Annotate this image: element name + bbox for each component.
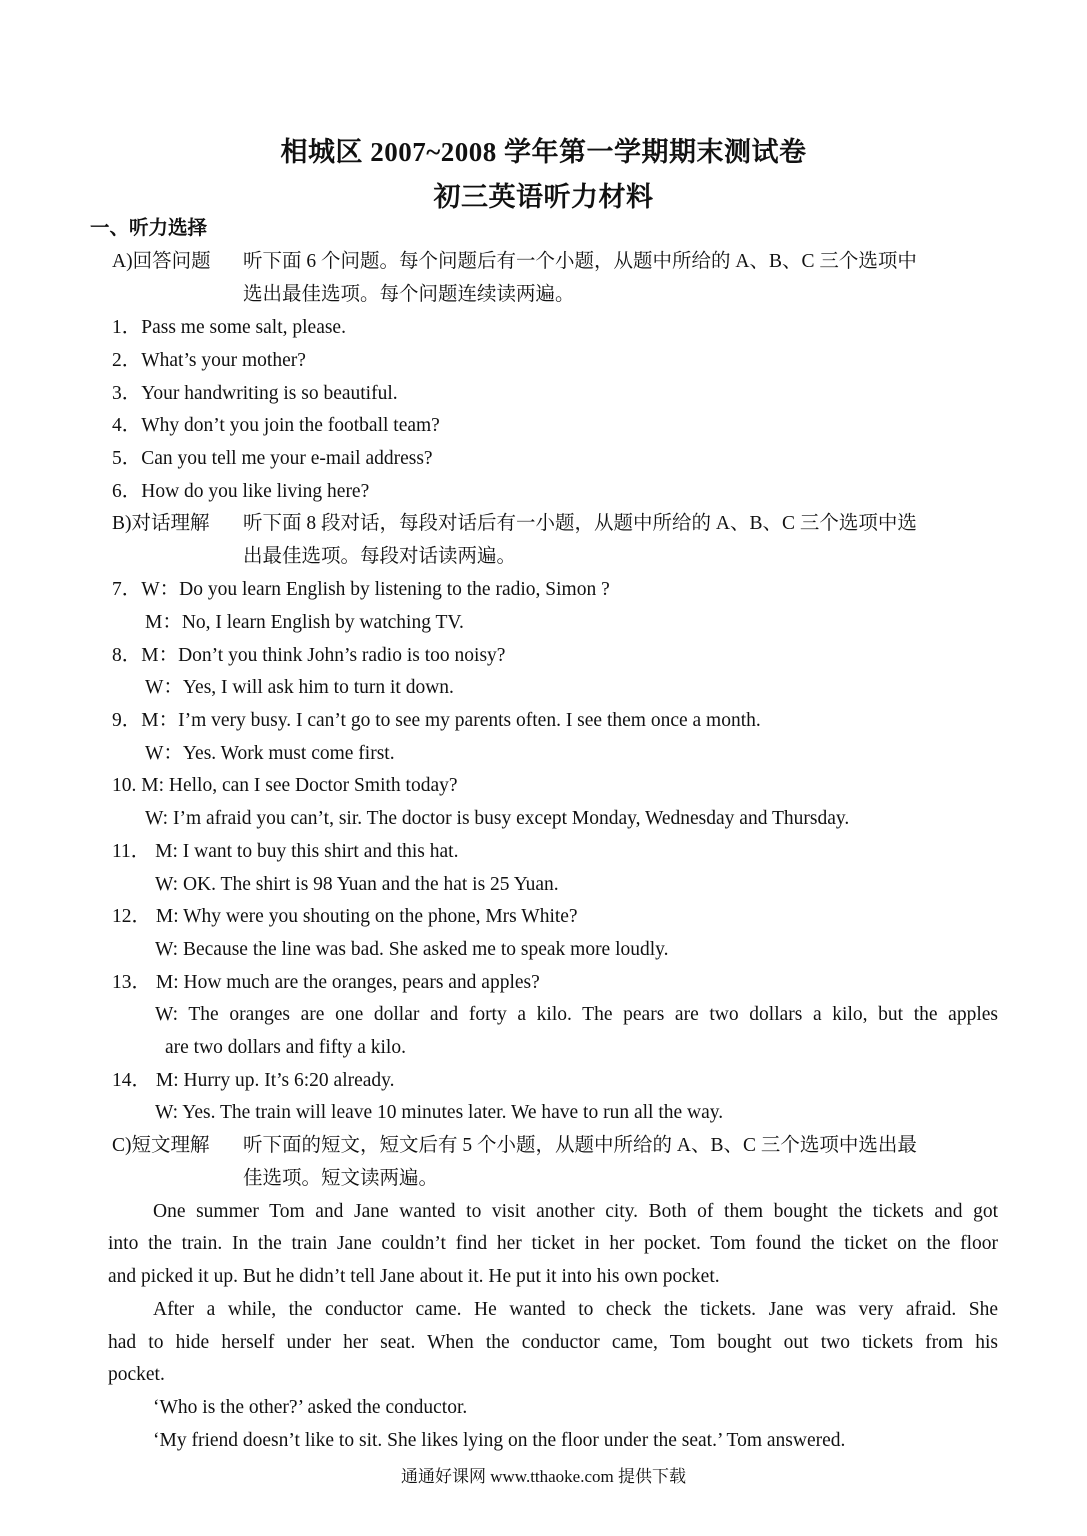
dialogue-line: W: The oranges are one dollar and forty a kilo. The pears are two dollars a kilo, but the apples [155, 1004, 998, 1025]
dialogue-line: W: I’m afraid you can’t, sir. The doctor is busy except Monday, Wednesday and Thursday. [145, 808, 850, 829]
passage-line: had to hide herself under her seat. When the conductor came, Tom bought out two tickets from his [108, 1332, 998, 1353]
dialogue-line: 12． M: Why were you shouting on the phone, Mrs White? [112, 906, 578, 927]
part-b-instruction: 出最佳选项。每段对话读两遍。 [243, 546, 517, 567]
question-item: 1．Pass me some salt, please. [112, 317, 346, 338]
dialogue-line: 14． M: Hurry up. It’s 6:20 already. [112, 1070, 395, 1091]
passage-line: One summer Tom and Jane wanted to visit another city. Both of them bought the tickets and got [153, 1201, 998, 1222]
question-item: 3．Your handwriting is so beautiful. [112, 383, 398, 404]
dialogue-line: W：Yes. Work must come first. [145, 743, 395, 764]
passage-line: into the train. In the train Jane couldn’t find her ticket in her pocket. Tom found the ticket on the floor [108, 1233, 998, 1254]
dialogue-line: 13． M: How much are the oranges, pears and apples? [112, 972, 540, 993]
part-a-label: A)回答问题 [112, 251, 211, 272]
part-c-instruction: 听下面的短文，短文后有 5 个小题，从题中所给的 A、B、C 三个选项中选出最 [243, 1135, 917, 1156]
passage-line: ‘Who is the other?’ asked the conductor. [153, 1397, 468, 1418]
dialogue-line: W：Yes, I will ask him to turn it down. [145, 677, 454, 698]
dialogue-line: 8．M：Don’t you think John’s radio is too noisy? [112, 645, 506, 666]
dialogue-line: 9．M：I’m very busy. I can’t go to see my parents often. I see them once a month. [112, 710, 761, 731]
passage-line: After a while, the conductor came. He wanted to check the tickets. Jane was very afraid. She [153, 1299, 998, 1320]
dialogue-line: W: Yes. The train will leave 10 minutes later. We have to run all the way. [155, 1102, 724, 1123]
page-title: 相城区 2007~2008 学年第一学期期末测试卷 [280, 137, 807, 167]
page-subtitle: 初三英语听力材料 [433, 182, 654, 212]
section-heading: 一、听力选择 [90, 218, 208, 239]
dialogue-line: 11． M: I want to buy this shirt and this hat. [112, 841, 459, 862]
dialogue-line: W: OK. The shirt is 98 Yuan and the hat is 25 Yuan. [155, 874, 559, 895]
part-a-instruction: 选出最佳选项。每个问题连续读两遍。 [243, 284, 575, 305]
dialogue-line: M：No, I learn English by watching TV. [145, 612, 464, 633]
part-b-instruction: 听下面 8 段对话，每段对话后有一小题，从题中所给的 A、B、C 三个选项中选 [243, 513, 917, 534]
part-a-instruction: 听下面 6 个问题。每个问题后有一个小题，从题中所给的 A、B、C 三个选项中 [243, 251, 917, 272]
dialogue-line: W: Because the line was bad. She asked me to speak more loudly. [155, 939, 669, 960]
question-item: 5．Can you tell me your e-mail address? [112, 448, 433, 469]
part-c-label: C)短文理解 [112, 1135, 210, 1156]
passage-line: and picked it up. But he didn’t tell Jane about it. He put it into his own pocket. [108, 1266, 720, 1287]
question-item: 4．Why don’t you join the football team? [112, 415, 440, 436]
dialogue-line: 7．W：Do you learn English by listening to the radio, Simon ? [112, 579, 610, 600]
passage-line: pocket. [108, 1364, 165, 1385]
part-c-instruction: 佳选项。短文读两遍。 [243, 1168, 439, 1189]
dialogue-line: are two dollars and fifty a kilo. [165, 1037, 406, 1058]
question-item: 6．How do you like living here? [112, 481, 370, 502]
question-item: 2．What’s your mother? [112, 350, 306, 371]
part-b-label: B)对话理解 [112, 513, 210, 534]
page-footer: 通通好课网 www.tthaoke.com 提供下载 [400, 1467, 687, 1486]
passage-line: ‘My friend doesn’t like to sit. She likes lying on the floor under the seat.’ Tom answered. [153, 1430, 846, 1451]
dialogue-line: 10. M: Hello, can I see Doctor Smith today? [112, 775, 458, 796]
